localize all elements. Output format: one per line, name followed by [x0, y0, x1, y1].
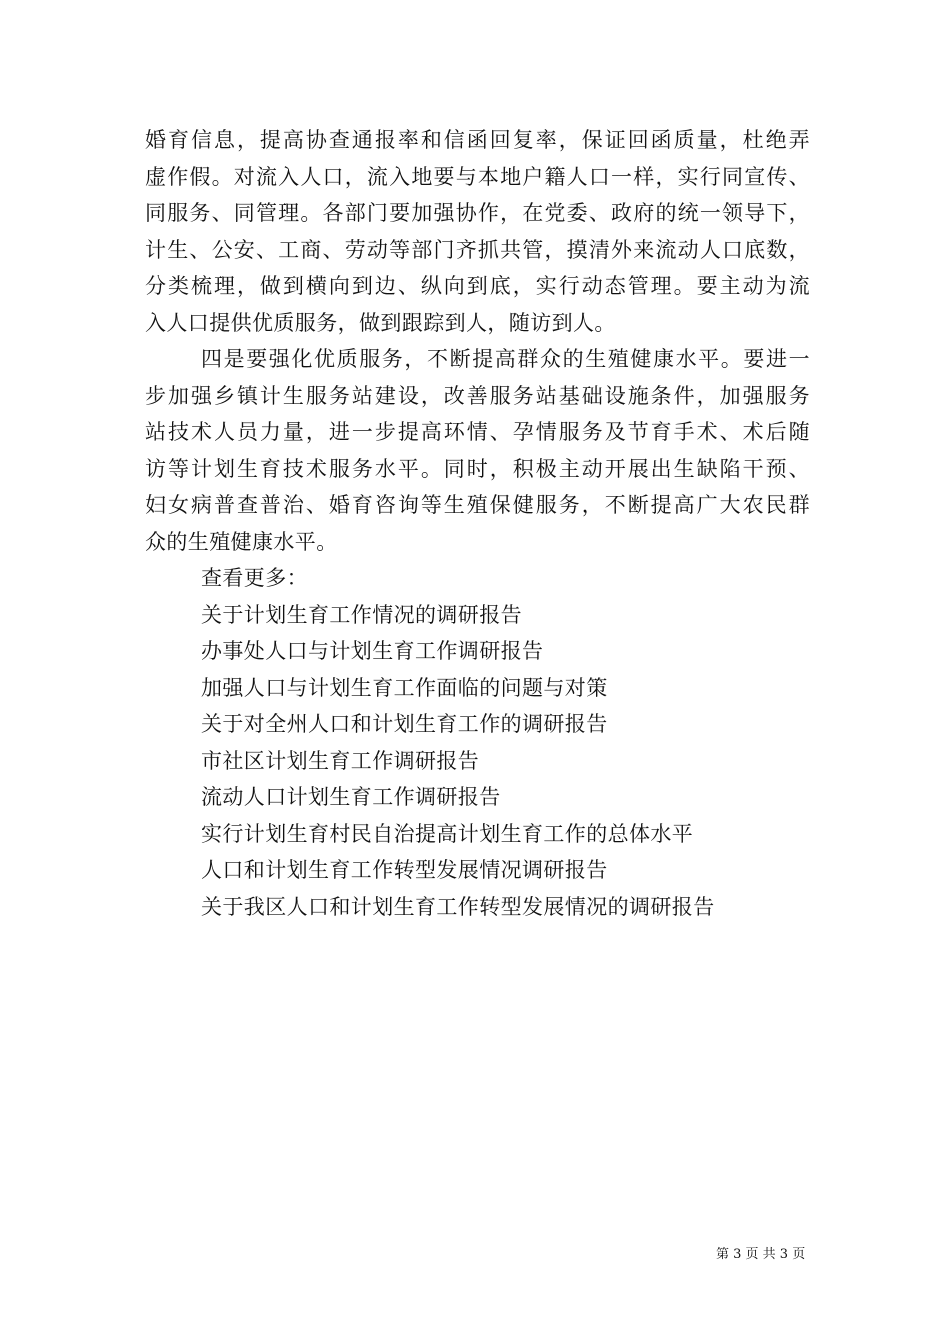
page-number: 第 3 页 共 3 页 [716, 1247, 806, 1262]
paragraph-2 [145, 341, 810, 560]
paragraph-line: 婚育信息，提高协查通报率和信函回复率，保证回函质量，杜绝弄 [145, 128, 810, 152]
related-link[interactable]: 关于计划生育工作情况的调研报告 [201, 602, 522, 627]
paragraph-line: 站技术人员力量，进一步提高环情、孕情服务及节育手术、术后随 [145, 420, 810, 444]
paragraph-line: 众的生殖健康水平。 [145, 529, 338, 554]
related-links-list [145, 597, 810, 926]
related-link[interactable]: 关于对全州人口和计划生育工作的调研报告 [201, 712, 608, 736]
paragraph-line: 访等计划生育技术服务水平。同时，积极主动开展出生缺陷干预、 [145, 456, 810, 481]
related-link[interactable]: 实行计划生育村民自治提高计划生育工作的总体水平 [201, 821, 694, 846]
paragraph-line: 虚作假。对流入人口，流入地要与本地户籍人口一样，实行同宣传、 [145, 164, 810, 189]
related-link[interactable]: 人口和计划生育工作转型发展情况调研报告 [201, 858, 608, 882]
paragraph-line: 入人口提供优质服务，做到跟踪到人，随访到人。 [145, 310, 616, 335]
document-body [145, 122, 810, 925]
paragraph-line: 妇女病普查普治、婚育咨询等生殖保健服务，不断提高广大农民群 [145, 493, 810, 517]
paragraph-1 [145, 122, 810, 341]
paragraph-line: 同服务、同管理。各部门要加强协作，在党委、政府的统一领导下， [145, 201, 810, 225]
related-link[interactable]: 关于我区人口和计划生育工作转型发展情况的调研报告 [201, 894, 715, 919]
paragraph-line: 步加强乡镇计生服务站建设，改善服务站基础设施条件，加强服务 [145, 383, 810, 408]
related-link[interactable]: 市社区计划生育工作调研报告 [201, 748, 480, 773]
related-link[interactable]: 加强人口与计划生育工作面临的问题与对策 [201, 675, 608, 700]
paragraph-line: 分类梳理，做到横向到边、纵向到底，实行动态管理。要主动为流 [145, 274, 810, 298]
paragraph-line: 计生、公安、工商、劳动等部门齐抓共管，摸清外来流动人口底数， [145, 237, 810, 262]
paragraph-line: 四是要强化优质服务，不断提高群众的生殖健康水平。要进一 [201, 347, 810, 371]
related-link[interactable]: 流动人口计划生育工作调研报告 [201, 785, 501, 809]
related-link[interactable]: 办事处人口与计划生育工作调研报告 [201, 639, 544, 663]
see-more-label: 查看更多： [201, 566, 308, 590]
